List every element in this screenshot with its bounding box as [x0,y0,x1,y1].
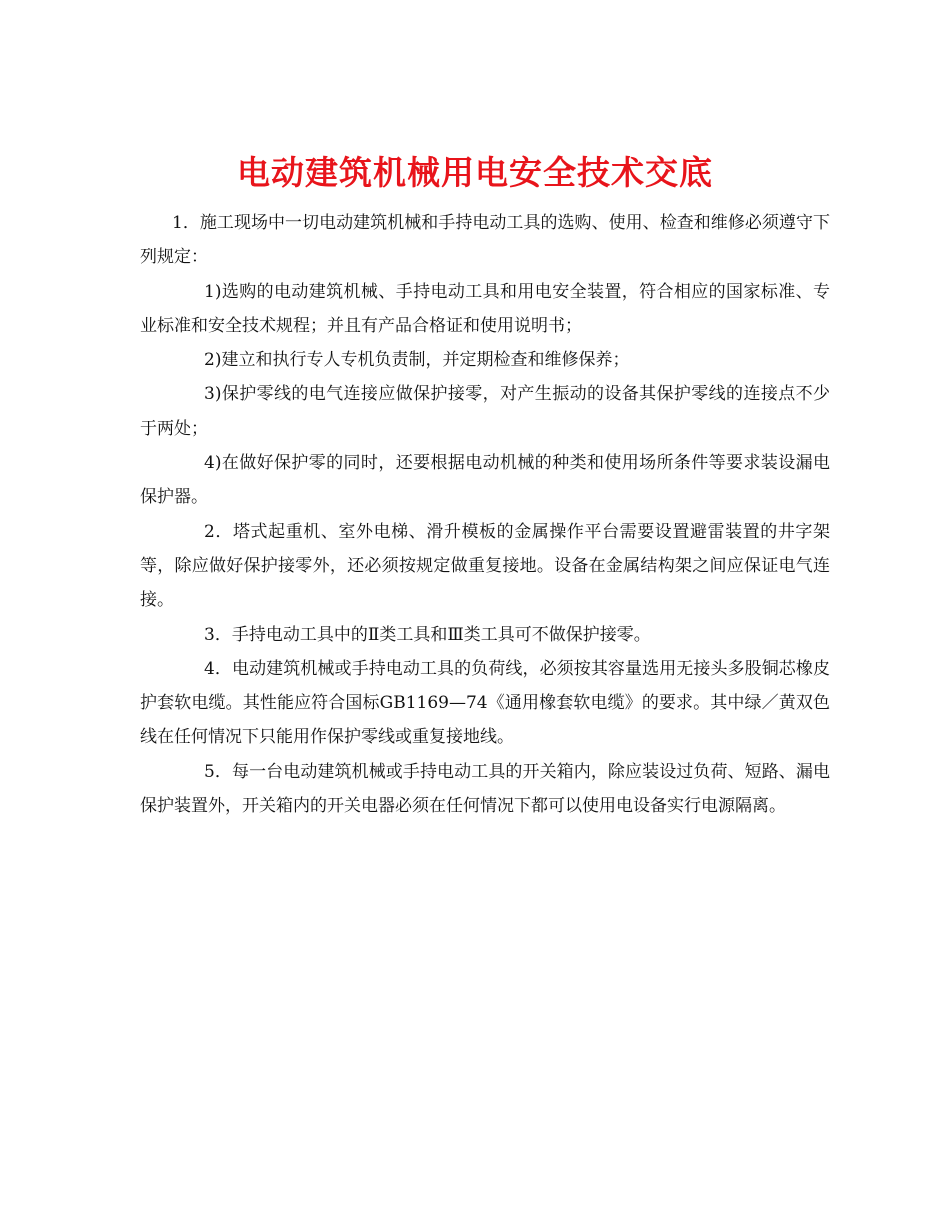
paragraph-1-item-1: 1)选购的电动建筑机械、手持电动工具和用电安全装置，符合相应的国家标准、专业标准和安全技术规程；并且有产品合格证和使用说明书； [140,281,830,336]
paragraph-4: 4．电动建筑机械或手持电动工具的负荷线，必须按其容量选用无接头多股铜芯橡皮护套软电缆。其性能应符合国标GB1169—74《通用橡套软电缆》的要求。其中绿／黄双色线在任何情况下只能用作保护零线或重复接地线。 [140,658,830,748]
paragraph-1-item-4: 4)在做好保护零的同时，还要根据电动机械的种类和使用场所条件等要求装设漏电保护器。 [140,453,830,508]
document-body [140,206,830,823]
paragraph-1-item-2: 2)建立和执行专人专机负责制，并定期检查和维修保养； [204,350,630,371]
paragraph-5: 5．每一台电动建筑机械或手持电动工具的开关箱内，除应装设过负荷、短路、漏电保护装置外，开关箱内的开关电器必须在任何情况下都可以使用电设备实行电源隔离。 [140,761,830,817]
paragraph-2: 2．塔式起重机、室外电梯、滑升模板的金属操作平台需要设置避雷装置的井字架等，除应做好保护接零外，还必须按规定做重复接地。设备在金属结构架之间应保证电气连接。 [140,521,830,611]
paragraph-1: 1．施工现场中一切电动建筑机械和手持电动工具的选购、使用、检查和维修必须遵守下列规定： [140,213,830,268]
paragraph-3: 3．手持电动工具中的Ⅱ类工具和Ⅲ类工具可不做保护接零。 [204,624,651,645]
paragraph-1-item-3: 3)保护零线的电气连接应做保护接零，对产生振动的设备其保护零线的连接点不少于两处； [140,384,830,439]
document-title: 电动建筑机械用电安全技术交底 [237,153,713,193]
